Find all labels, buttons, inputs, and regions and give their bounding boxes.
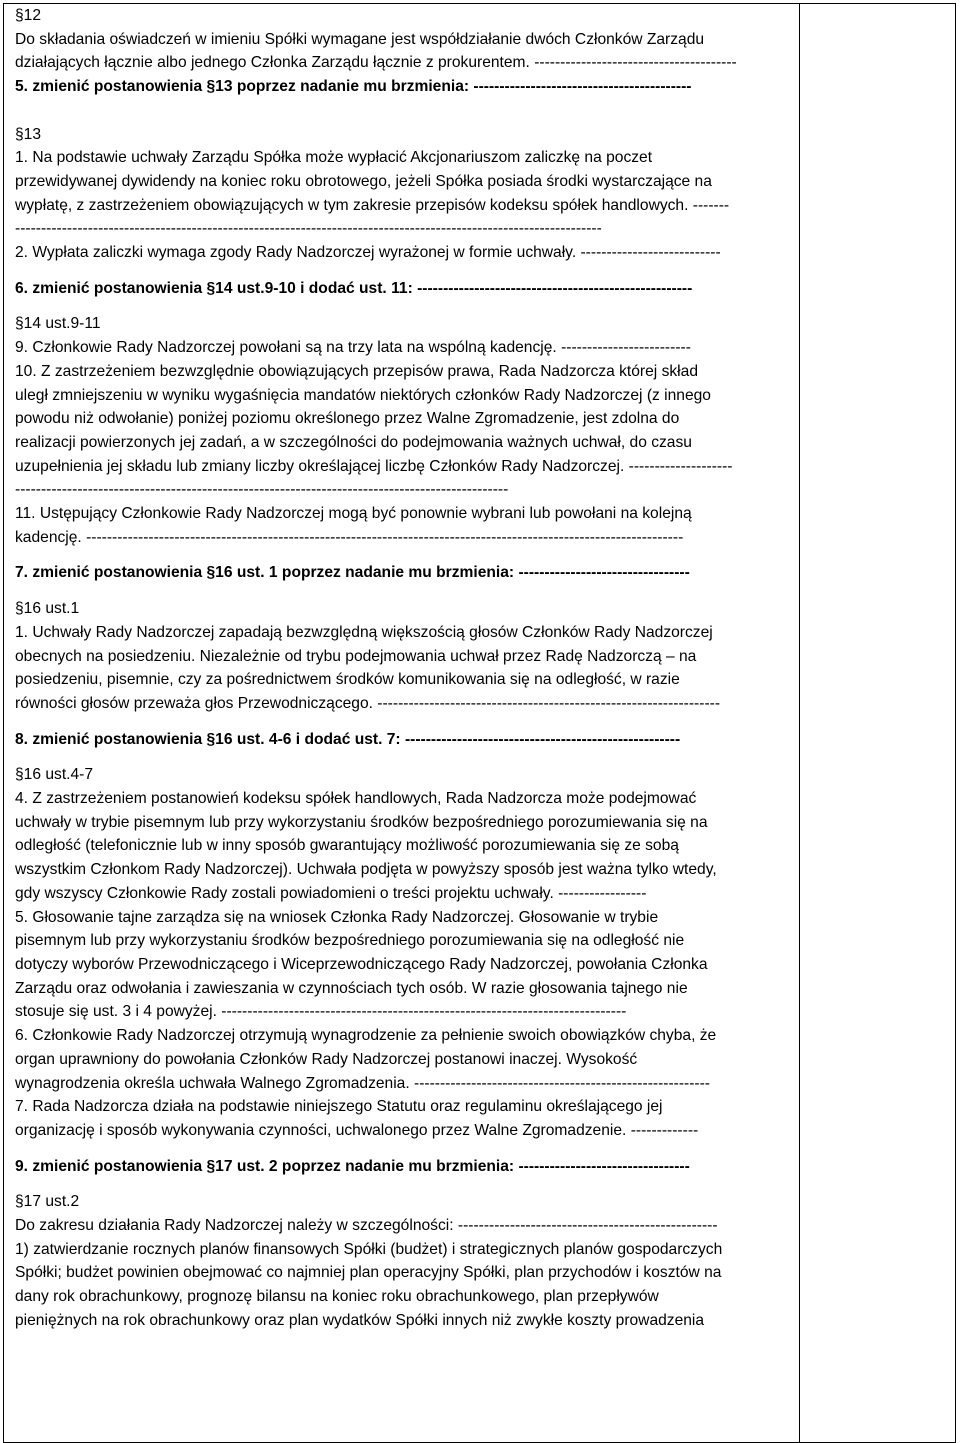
paragraph-line: 7. Rada Nadzorcza działa na podstawie niniejszego Statutu oraz regulaminu określającego jej	[15, 1098, 663, 1116]
paragraph-line: 1. Uchwały Rady Nadzorczej zapadają bezwzględną większością głosów Członków Rady Nadzorczej	[15, 623, 713, 641]
paragraph-line: Do zakresu działania Rady Nadzorczej należy w szczególności: --------------------------------------------------	[15, 1217, 718, 1235]
paragraph-line: uzupełnienia jej składu lub zmiany liczby określającej liczbę Członków Rady Nadzorczej. --------------------	[15, 457, 733, 475]
section-heading: §12	[15, 7, 42, 24]
dash-line: -----------------------------------------------------------------------------------------------------------------	[15, 220, 602, 238]
paragraph-line: gdy wszyscy Członkowie Rady zostali powiadomieni o treści projektu uchwały. -----------------	[15, 884, 647, 902]
paragraph-line: Zarządu oraz odwołania i zawieszania w czynnościach tych osób. W razie głosowania tajnego nie	[15, 979, 688, 997]
paragraph-line: wszystkim Członkom Rady Nadzorczej). Uchwała podjęta w powyższy sposób jest ważna tylko wtedy,	[15, 861, 717, 879]
paragraph-line: 2. Wypłata zaliczki wymaga zgody Rady Nadzorczej wyrażonej w formie uchwały. ---------------------------	[15, 244, 721, 262]
paragraph-line: 1. Na podstawie uchwały Zarządu Spółka może wypłacić Akcjonariuszom zaliczkę na poczet	[15, 149, 653, 167]
paragraph-line: 6. Członkowie Rady Nadzorczej otrzymują wynagrodzenie za pełnienie swoich obowiązków chyba, że	[15, 1027, 717, 1045]
paragraph-line: 5. Głosowanie tajne zarządza się na wniosek Członka Rady Nadzorczej. Głosowanie w trybie	[15, 908, 659, 926]
section-heading: §14 ust.9-11	[15, 315, 101, 333]
paragraph-line: wynagrodzenia określa uchwała Walnego Zgromadzenia. ---------------------------------------------------------	[15, 1074, 711, 1092]
paragraph-line: powodu niż odwołanie) poniżej poziomu określonego przez Walne Zgromadzenie, jest zdolna do	[15, 410, 680, 428]
paragraph-line: kadencję. -------------------------------------------------------------------------------------------------------------------	[15, 528, 684, 546]
paragraph-line: odległość (telefonicznie lub w inny sposób gwarantujący możliwość porozumiewania się ze sobą	[15, 837, 679, 855]
paragraph-line: organ uprawniony do powołania Członków Rady Nadzorczej postanowi inaczej. Wysokość	[15, 1050, 638, 1068]
dash-line: -----------------------------------------------------------------------------------------------	[15, 481, 509, 499]
document-text	[15, 4, 795, 1333]
paragraph-line: pieniężnych na rok obrachunkowy oraz plan wydatków Spółki innych niż zwykłe koszty prowadzenia	[15, 1311, 705, 1329]
column-divider	[799, 3, 800, 1443]
paragraph-line: 1) zatwierdzanie rocznych planów finansowych Spółki (budżet) i strategicznych planów gospodarczych	[15, 1240, 723, 1258]
section-heading: §13	[15, 125, 42, 143]
paragraph-line: posiedzeniu, pisemnie, czy za pośrednictwem środków komunikowania się na odległość, w razie	[15, 671, 680, 689]
paragraph-line: wypłatę, z zastrzeżeniem obowiązujących w tym zakresie przepisów kodeksu spółek handlowych. -------	[15, 196, 730, 214]
paragraph-line: działających łącznie albo jednego Członka Zarządu łącznie z prokurentem. ---------------------------------------	[15, 54, 737, 72]
paragraph-line: organizację i sposób wykonywania czynności, uchwalonego przez Walne Zgromadzenie. -------------	[15, 1121, 699, 1139]
paragraph-line: uległ zmniejszeniu w wyniku wygaśnięcia mandatów niektórych członków Rady Nadzorczej (z innego	[15, 386, 711, 404]
section-heading: §16 ust.4-7	[15, 766, 94, 784]
paragraph-line: 9. Członkowie Rady Nadzorczej powołani są na trzy lata na wspólną kadencję. -------------------------	[15, 339, 691, 357]
amendment-heading: 6. zmienić postanowienia §14 ust.9-10 i dodać ust. 11: -----------------------------------------------------	[15, 279, 693, 297]
paragraph-line: 11. Ustępujący Członkowie Rady Nadzorczej mogą być ponownie wybrani lub powołani na kolejną	[15, 505, 692, 523]
paragraph-line: realizacji powierzonych jej zadań, a w szczególności do podejmowania ważnych uchwał, do czasu	[15, 433, 692, 451]
paragraph-line: 10. Z zastrzeżeniem bezwzględnie obowiązujących przepisów prawa, Rada Nadzorcza której skład	[15, 362, 698, 380]
section-heading: §16 ust.1	[15, 600, 80, 618]
paragraph-line: 4. Z zastrzeżeniem postanowień kodeksu spółek handlowych, Rada Nadzorcza może podejmować	[15, 790, 697, 808]
paragraph-line: dany rok obrachunkowy, prognozę bilansu na koniec roku obrachunkowego, plan przepływów	[15, 1288, 659, 1306]
paragraph-line: równości głosów przeważa głos Przewodniczącego. ------------------------------------------------------------------	[15, 694, 721, 712]
paragraph-line: obecnych na posiedzeniu. Niezależnie od trybu podejmowania uchwał przez Radę Nadzorczą – na	[15, 647, 697, 665]
paragraph-line: stosuje się ust. 3 i 4 powyżej. ------------------------------------------------------------------------------	[15, 1003, 627, 1021]
amendment-heading: 9. zmienić postanowienia §17 ust. 2 poprzez nadanie mu brzmienia: ---------------------------------	[15, 1157, 690, 1175]
amendment-heading: 7. zmienić postanowienia §16 ust. 1 poprzez nadanie mu brzmienia: ---------------------------------	[15, 564, 690, 582]
section-heading: §17 ust.2	[15, 1193, 80, 1211]
amendment-heading: 5. zmienić postanowienia §13 poprzez nadanie mu brzmienia: ------------------------------------------	[15, 78, 692, 96]
paragraph-line: uchwały w trybie pisemnym lub przy wykorzystaniu środków bezpośredniego porozumiewania się na	[15, 813, 708, 831]
paragraph-line: Spółki; budżet powinien obejmować co najmniej plan operacyjny Spółki, plan przychodów i kosztów na	[15, 1264, 722, 1282]
paragraph-line: Do składania oświadczeń w imieniu Spółki wymagane jest współdziałanie dwóch Członków Zarządu	[15, 30, 705, 48]
amendment-heading: 8. zmienić postanowienia §16 ust. 4-6 i dodać ust. 7: -----------------------------------------------------	[15, 730, 681, 748]
paragraph-line: przewidywanej dywidendy na koniec roku obrotowego, jeżeli Spółka posiada środki wystarczające na	[15, 172, 712, 190]
paragraph-line: dotyczy wyborów Przewodniczącego i Wiceprzewodniczącego Rady Nadzorczej, powołania Członka	[15, 956, 708, 973]
paragraph-line: pisemnym lub przy wykorzystaniu środków bezpośredniego porozumiewania się na odległość nie	[15, 932, 685, 950]
